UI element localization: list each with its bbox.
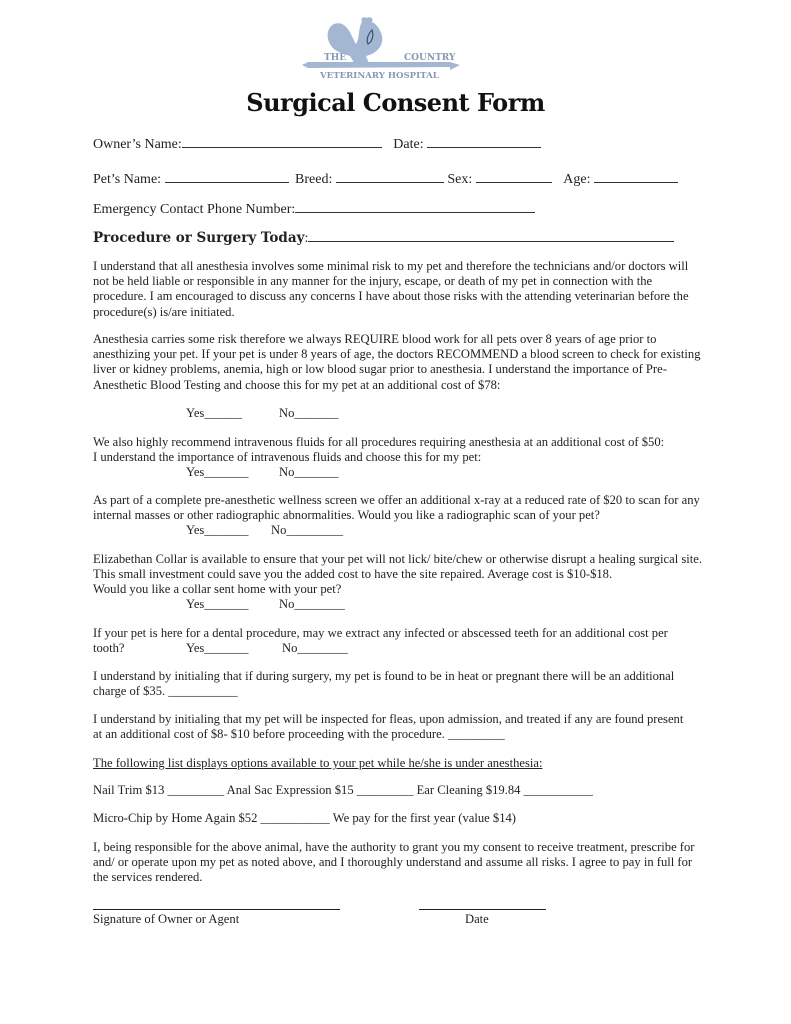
heat-paragraph: I understand by initialing that if during surgery, my pet is found to be in heat or pregnant there will be an additional: [93, 669, 675, 683]
collar-yes-field[interactable]: Yes_______: [186, 597, 249, 611]
clinic-logo: [300, 14, 462, 84]
emergency-phone-field[interactable]: [295, 200, 535, 213]
collar-no-field[interactable]: No________: [279, 597, 345, 611]
signature-date-line[interactable]: [419, 909, 546, 910]
dental-yes-field[interactable]: Yes_______: [186, 641, 249, 655]
blood-no-field[interactable]: No_______: [279, 406, 339, 420]
breed-label: Breed:: [295, 172, 333, 187]
age-field[interactable]: [594, 170, 678, 183]
iv-fluids-choice-text: I understand the importance of intravenous fluids and choose this for my pet:: [93, 450, 482, 464]
anesthesia-risk-paragraph: I understand that all anesthesia involves some minimal risk to my pet and therefore the technicians and/or doctors will not be held liable or responsible in any manner for the injury, escape, or death of my pet in connection with the procedure. I am encouraged to discuss any concerns I have about those risks with the attending veterinarian before the procedure(s) is/are initiated.: [93, 259, 689, 319]
heat-initial-field[interactable]: charge of $35. ___________: [93, 684, 238, 698]
rooster-weathervane-icon: [300, 14, 462, 84]
fleas-initial-field[interactable]: at an additional cost of $8- $10 before proceeding with the procedure. _________: [93, 727, 505, 741]
blood-yes-field[interactable]: Yes______: [186, 406, 243, 420]
collar-paragraph: Elizabethan Collar is available to ensure that your pet will not lick/ bite/chew or otherwise disrupt a healing surgical site. This small investment could save you the added cost to have the site repaired. Average cost is $10-$18.: [93, 552, 702, 582]
consent-paragraph: I, being responsible for the above animal, have the authority to grant you my consent to receive treatment, prescribe for and/ or operate upon my pet as noted above, and I thoroughly understand and assume all risks. I agree to pay in full for the services rendered.: [93, 840, 695, 885]
xray-yes-field[interactable]: Yes_______: [186, 523, 249, 537]
options-row-2[interactable]: Micro-Chip by Home Again $52 ___________ We pay for the first year (value $14): [93, 811, 517, 825]
fleas-paragraph: I understand by initialing that my pet will be inspected for fleas, upon admission, and treated if any are found present: [93, 712, 684, 726]
svg-text:THE: THE: [324, 53, 347, 63]
owner-signature-label: Signature of Owner or Agent: [93, 912, 240, 926]
page-title: Surgical Consent Form: [246, 88, 545, 117]
collar-question: Would you like a collar sent home with your pet?: [93, 582, 342, 596]
options-row-1[interactable]: Nail Trim $13 _________ Anal Sac Expression $15 _________ Ear Cleaning $19.84 ___________: [93, 783, 593, 797]
owner-name-field[interactable]: [182, 135, 382, 148]
svg-text:VETERINARY HOSPITAL: VETERINARY HOSPITAL: [320, 71, 439, 81]
iv-yes-field[interactable]: Yes_______: [186, 465, 249, 479]
owner-row: [93, 135, 541, 153]
date-label: Date:: [393, 137, 424, 152]
iv-no-field[interactable]: No_______: [279, 465, 339, 479]
xray-paragraph: As part of a complete pre-anesthetic wellness screen we offer an additional x-ray at a reduced rate of $20 to scan for any internal masses or other radiographic abnormalities. Would you like a radiographic scan of your pet?: [93, 493, 700, 523]
signature-date-label: Date: [465, 912, 489, 926]
breed-field[interactable]: [336, 170, 444, 183]
dental-no-field[interactable]: No________: [282, 641, 348, 655]
blood-work-paragraph: Anesthesia carries some risk therefore we always REQUIRE blood work for all pets over 8 years of age prior to anesthizing your pet. If your pet is under 8 years of age, the doctors RECOMMEND a blood screen to check for existing liver or kidney problems, anemia, high or low blood sugar prior to anesthesia. I understand the importance of Pre-Anesthetic Blood Testing and choose this for my pet at an additional cost of $78:: [93, 332, 701, 392]
pet-name-field[interactable]: [165, 170, 289, 183]
procedure-label: Procedure or Surgery Today: [93, 230, 305, 246]
svg-text:COUNTRY: COUNTRY: [404, 53, 456, 63]
sex-label: Sex:: [447, 172, 473, 187]
procedure-field[interactable]: [308, 229, 674, 242]
date-field[interactable]: [427, 135, 541, 148]
sex-field[interactable]: [476, 170, 552, 183]
emergency-row: [93, 200, 535, 218]
dental-paragraph: If your pet is here for a dental procedure, may we extract any infected or abscessed teeth for an additional cost per: [93, 626, 668, 640]
pet-row: [93, 170, 678, 188]
owner-signature-line[interactable]: [93, 909, 340, 910]
iv-fluids-paragraph: We also highly recommend intravenous fluids for all procedures requiring anesthesia at an additional cost of $50:: [93, 435, 665, 449]
options-heading: The following list displays options available to your pet while he/she is under anesthesia:: [93, 756, 543, 770]
age-label: Age:: [563, 172, 591, 187]
pet-name-label: Pet’s Name:: [93, 172, 162, 187]
dental-paragraph-end: tooth?: [93, 641, 125, 655]
owner-name-label: Owner’s Name:: [93, 137, 182, 152]
emergency-phone-label: Emergency Contact Phone Number:: [93, 202, 296, 217]
procedure-colon: :: [304, 231, 309, 246]
procedure-row: [93, 229, 674, 247]
xray-no-field[interactable]: No_________: [271, 523, 344, 537]
